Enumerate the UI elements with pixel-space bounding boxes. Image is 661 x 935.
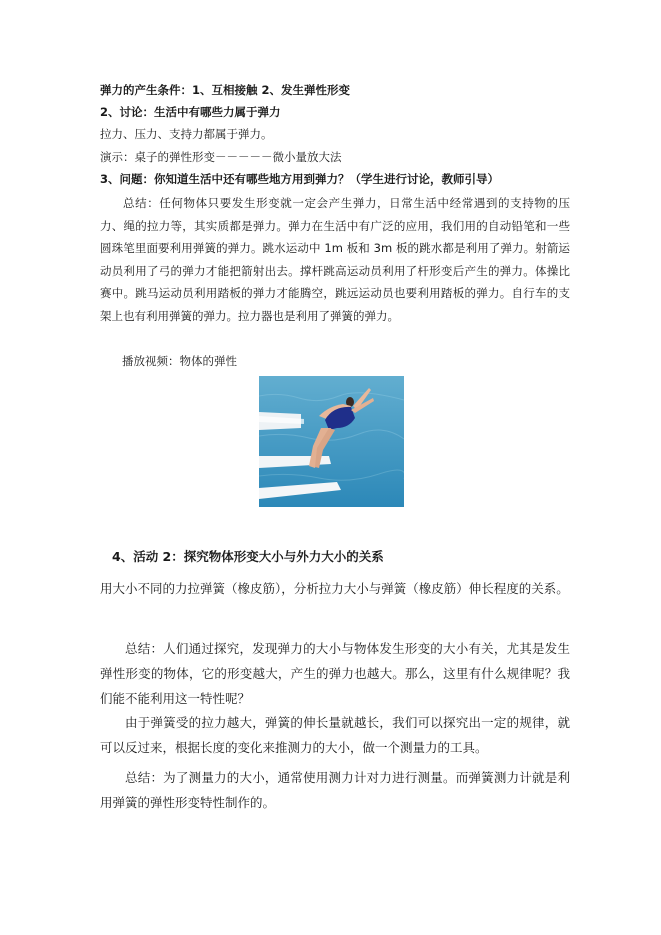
summary-paragraph-2: 总结：人们通过探究，发现弹力的大小与物体发生形变的大小有关，尤其是发生弹性形变的物体，它的形变越大，产生的弹力也越大。那么，这里有什么规律呢？我们能不能利用这一特性呢？ [100,641,570,706]
discussion-answer: 拉力、压力、支持力都属于弹力。 [100,127,273,141]
activity-description: 用大小不同的力拉弹簧（橡皮筋），分析拉力大小与弹簧（橡皮筋）伸长程度的关系。 [100,581,569,596]
diver-photo [259,376,404,507]
summary-paragraph-3: 总结：为了测量力的大小，通常使用测力计对力进行测量。而弹簧测力计就是利用弹簧的弹性形变特性制作的。 [100,770,570,810]
elastic-force-conditions: 弹力的产生条件：1、互相接触 2、发生弹性形变 [100,83,351,97]
activity-heading: 4、活动 2：探究物体形变大小与外力大小的关系 [112,549,384,564]
question-heading: 3、问题：你知道生活中还有哪些地方用到弹力？（学生进行讨论，教师引导） [100,172,499,186]
discussion-heading: 2、讨论：生活中有哪些力属于弹力 [100,105,281,119]
demonstration-line: 演示：桌子的弹性形变－－－－－微小量放大法 [100,150,342,164]
diver-illustration [259,376,404,507]
summary-paragraph-1: 总结：任何物体只要发生形变就一定会产生弹力，日常生活中经常遇到的支持物的压力、绳的拉力等，其实质都是弹力。弹力在生活中有广泛的应用，我们用的自动铅笔和一些圆珠笔里面要利用弹簧的弹力。跳水运动中 1m 板和 3m 板的跳水都是利用了弹力。射箭运动员利用了弓的弹力才能把箭射出去。撑杆跳高运动员利用了杆形变后产生的弹力。体操比赛中。跳马运动员利用踏板的弹力才能腾空，跳远运动员也要利用踏板的弹力。自行车的支架上也有利用弹簧的弹力。拉力器也是利用了弹簧的弹力。 [100,196,570,323]
video-label: 播放视频：物体的弹性 [122,354,237,368]
spring-paragraph: 由于弹簧受的拉力越大，弹簧的伸长量就越长，我们可以探究出一定的规律，就可以反过来，根据长度的变化来推测力的大小，做一个测量力的工具。 [100,715,570,755]
